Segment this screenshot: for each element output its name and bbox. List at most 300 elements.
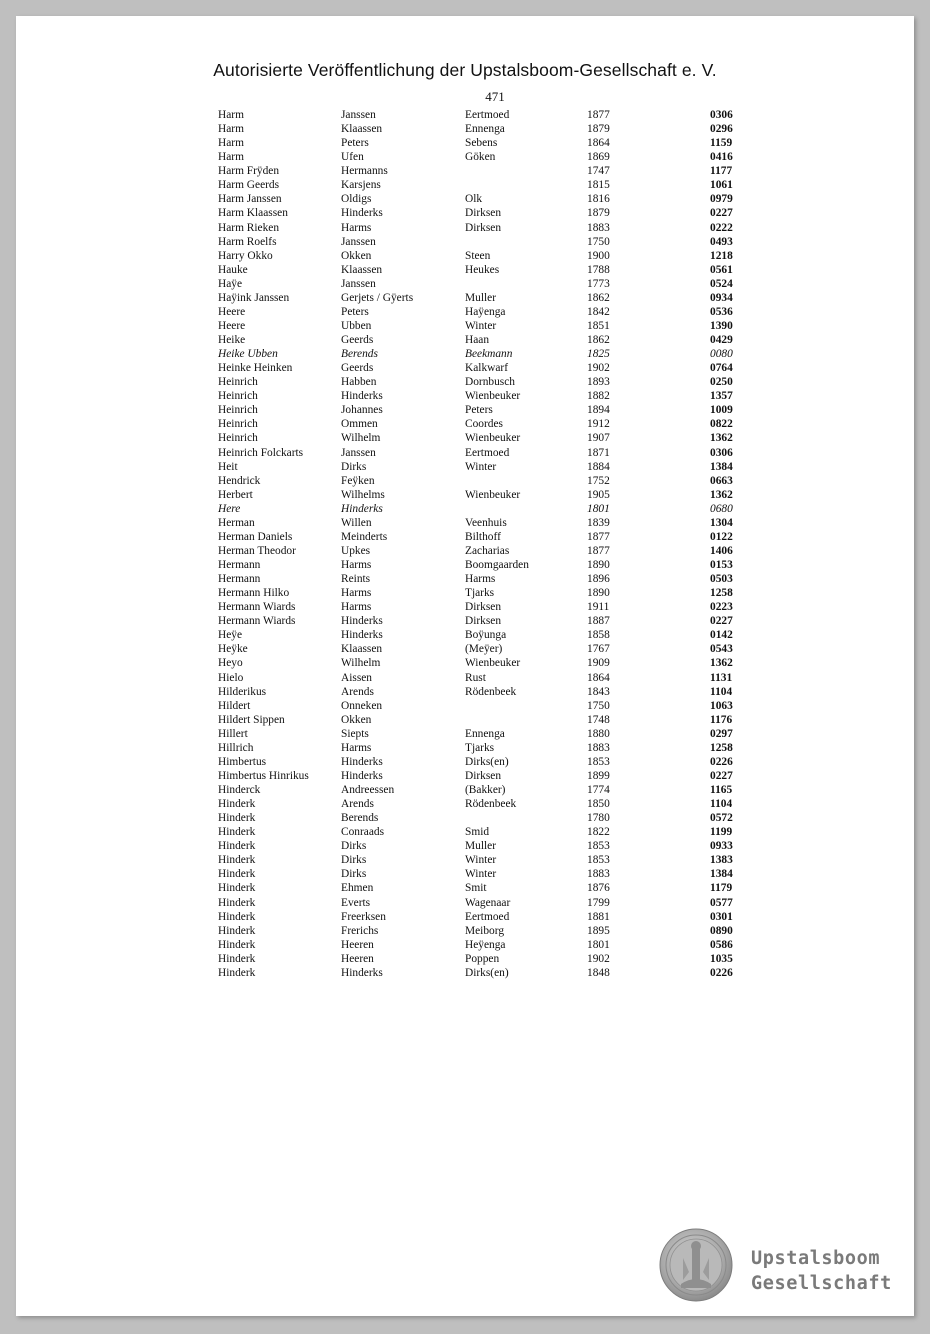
table-row bbox=[218, 108, 758, 122]
table-row bbox=[218, 277, 758, 291]
first-name-cell: Heere bbox=[218, 305, 246, 318]
reference-number-cell: 0250 bbox=[710, 376, 733, 389]
family-name-cell: Boomgaarden bbox=[465, 559, 529, 571]
reference-number-cell: 1131 bbox=[710, 671, 733, 684]
family-name-cell: Dirksen bbox=[465, 207, 502, 220]
family-name-cell: Göken bbox=[465, 151, 496, 164]
first-name-cell: Heinrich bbox=[218, 376, 258, 389]
reference-number-cell: 0493 bbox=[710, 235, 733, 248]
year-cell: 1788 bbox=[587, 263, 610, 276]
family-name-cell: Bilthoff bbox=[465, 530, 501, 543]
year-cell: 1894 bbox=[587, 404, 610, 417]
reference-number-cell: 1176 bbox=[710, 713, 733, 726]
reference-number-cell: 1362 bbox=[710, 432, 733, 445]
year-cell: 1877 bbox=[587, 544, 610, 557]
reference-number-cell: 1199 bbox=[710, 826, 733, 839]
last-name-cell: Janssen bbox=[341, 277, 376, 290]
first-name-cell: Hinderk bbox=[218, 868, 256, 881]
family-name-cell: Haÿenga bbox=[465, 305, 506, 318]
table-row bbox=[218, 572, 758, 586]
reference-number-cell: 0227 bbox=[710, 615, 733, 628]
reference-number-cell: 0503 bbox=[710, 573, 733, 586]
last-name-cell: Arends bbox=[341, 685, 374, 698]
year-cell: 1839 bbox=[587, 516, 610, 529]
table-row bbox=[218, 896, 758, 910]
year-cell: 1851 bbox=[587, 319, 610, 332]
table-row bbox=[218, 881, 758, 895]
page-header-title: Autorisierte Veröffentlichung der Upstalsboom-Gesellschaft e. V. bbox=[213, 60, 717, 80]
year-cell: 1848 bbox=[587, 966, 610, 979]
first-name-cell: Hildert bbox=[218, 699, 251, 712]
last-name-cell: Heeren bbox=[341, 952, 374, 965]
last-name-cell: Everts bbox=[341, 896, 371, 909]
first-name-cell: Heinke Heinken bbox=[218, 362, 293, 375]
last-name-cell: Klaassen bbox=[341, 263, 383, 276]
last-name-cell: Hinderks bbox=[341, 629, 383, 642]
reference-number-cell: 0227 bbox=[710, 769, 733, 782]
first-name-cell: Heÿe bbox=[218, 629, 243, 642]
last-name-cell: Harms bbox=[341, 559, 372, 571]
last-name-cell: Conraads bbox=[341, 826, 385, 839]
family-name-cell: Eertmoed bbox=[465, 109, 510, 121]
last-name-cell: Geerds bbox=[341, 334, 374, 346]
first-name-cell: Heere bbox=[218, 319, 246, 332]
year-cell: 1748 bbox=[587, 713, 610, 726]
year-cell: 1853 bbox=[587, 840, 610, 853]
last-name-cell: Wilhelm bbox=[341, 432, 381, 445]
reference-number-cell: 0226 bbox=[710, 966, 733, 979]
family-name-cell: Winter bbox=[465, 868, 497, 881]
reference-number-cell: 1063 bbox=[710, 699, 733, 712]
year-cell: 1882 bbox=[587, 390, 610, 403]
table-row bbox=[218, 628, 758, 642]
family-name-cell: Rödenbeek bbox=[465, 798, 517, 811]
last-name-cell: Harms bbox=[341, 741, 372, 754]
table-row bbox=[218, 516, 758, 530]
year-cell: 1862 bbox=[587, 334, 610, 346]
last-name-cell: Klaassen bbox=[341, 643, 383, 656]
last-name-cell: Hinderks bbox=[341, 966, 383, 979]
first-name-cell: Hinderk bbox=[218, 798, 256, 811]
last-name-cell: Hermanns bbox=[341, 165, 388, 178]
logo-line-1: Upstalsboom bbox=[751, 1248, 881, 1269]
first-name-cell: Hildert Sippen bbox=[218, 713, 285, 726]
family-name-cell: Winter bbox=[465, 854, 497, 867]
reference-number-cell: 0080 bbox=[710, 348, 733, 361]
family-name-cell: Muller bbox=[465, 840, 497, 853]
last-name-cell: Reints bbox=[341, 573, 371, 586]
first-name-cell: Hermann bbox=[218, 559, 261, 571]
table-row bbox=[218, 656, 758, 670]
reference-number-cell: 0297 bbox=[710, 727, 733, 740]
year-cell: 1890 bbox=[587, 587, 610, 600]
page-number: 471 bbox=[485, 89, 505, 104]
year-cell: 1899 bbox=[587, 769, 610, 782]
reference-number-cell: 1258 bbox=[710, 741, 733, 754]
last-name-cell: Ubben bbox=[341, 319, 372, 332]
first-name-cell: Herman bbox=[218, 516, 255, 529]
reference-number-cell: 0680 bbox=[710, 502, 733, 515]
family-name-cell: Veenhuis bbox=[465, 516, 507, 529]
logo-wordmark bbox=[751, 1246, 892, 1296]
name-register-table bbox=[218, 108, 758, 980]
table-row bbox=[218, 431, 758, 445]
last-name-cell: Aissen bbox=[341, 671, 373, 684]
first-name-cell: Hinderk bbox=[218, 882, 256, 895]
year-cell: 1890 bbox=[587, 559, 610, 571]
table-row bbox=[218, 291, 758, 305]
last-name-cell: Dirks bbox=[341, 460, 367, 473]
year-cell: 1879 bbox=[587, 123, 610, 136]
year-cell: 1876 bbox=[587, 882, 610, 895]
table-row bbox=[218, 811, 758, 825]
upstalsboom-logo bbox=[659, 1228, 909, 1308]
table-row bbox=[218, 825, 758, 839]
table-row bbox=[218, 727, 758, 741]
table-row bbox=[218, 783, 758, 797]
year-cell: 1869 bbox=[587, 151, 610, 164]
reference-number-cell: 1061 bbox=[710, 179, 733, 192]
table-row bbox=[218, 713, 758, 727]
first-name-cell: Haÿe bbox=[218, 277, 243, 290]
family-name-cell: Dirksen bbox=[465, 769, 502, 782]
table-row bbox=[218, 474, 758, 488]
year-cell: 1893 bbox=[587, 376, 610, 389]
year-cell: 1912 bbox=[587, 418, 610, 431]
year-cell: 1816 bbox=[587, 193, 610, 206]
family-name-cell: (Meÿer) bbox=[465, 643, 503, 656]
family-name-cell: Sebens bbox=[465, 137, 498, 150]
family-name-cell: Tjarks bbox=[465, 741, 495, 754]
first-name-cell: Hermann bbox=[218, 573, 261, 586]
table-row bbox=[218, 966, 758, 980]
year-cell: 1895 bbox=[587, 924, 610, 937]
last-name-cell: Harms bbox=[341, 221, 372, 234]
reference-number-cell: 1177 bbox=[710, 165, 733, 178]
family-name-cell: Heukes bbox=[465, 263, 500, 276]
first-name-cell: Himbertus Hinrikus bbox=[218, 769, 309, 782]
family-name-cell: Dornbusch bbox=[465, 376, 515, 389]
family-name-cell: Dirksen bbox=[465, 601, 502, 614]
family-name-cell: Heÿenga bbox=[465, 938, 506, 951]
reference-number-cell: 0222 bbox=[710, 221, 733, 234]
reference-number-cell: 1218 bbox=[710, 249, 733, 262]
year-cell: 1767 bbox=[587, 643, 610, 656]
table-row bbox=[218, 347, 758, 361]
first-name-cell: Heike Ubben bbox=[218, 348, 278, 361]
year-cell: 1887 bbox=[587, 615, 610, 628]
first-name-cell: Hillert bbox=[218, 727, 248, 740]
reference-number-cell: 0572 bbox=[710, 812, 733, 825]
first-name-cell: Harm Janssen bbox=[218, 193, 282, 206]
first-name-cell: Harm Klaassen bbox=[218, 207, 288, 220]
table-row bbox=[218, 164, 758, 178]
reference-number-cell: 0586 bbox=[710, 938, 733, 951]
last-name-cell: Arends bbox=[341, 798, 374, 811]
first-name-cell: Himbertus bbox=[218, 755, 267, 768]
year-cell: 1842 bbox=[587, 305, 610, 318]
year-cell: 1877 bbox=[587, 530, 610, 543]
table-row bbox=[218, 361, 758, 375]
last-name-cell: Geerds bbox=[341, 362, 374, 375]
family-name-cell: Wienbeuker bbox=[465, 488, 521, 501]
family-name-cell: Dirks(en) bbox=[465, 966, 509, 979]
family-name-cell: (Bakker) bbox=[465, 784, 506, 796]
table-row bbox=[218, 136, 758, 150]
first-name-cell: Herbert bbox=[218, 488, 253, 501]
first-name-cell: Hillrich bbox=[218, 741, 254, 754]
first-name-cell: Harm Roelfs bbox=[218, 235, 277, 248]
last-name-cell: Meinderts bbox=[341, 530, 388, 543]
table-row bbox=[218, 867, 758, 881]
last-name-cell: Frerichs bbox=[341, 924, 379, 937]
reference-number-cell: 0536 bbox=[710, 305, 733, 318]
reference-number-cell: 0764 bbox=[710, 362, 733, 375]
family-name-cell: Coordes bbox=[465, 418, 503, 431]
last-name-cell: Freerksen bbox=[341, 910, 386, 923]
year-cell: 1853 bbox=[587, 854, 610, 867]
reference-number-cell: 1357 bbox=[710, 390, 733, 403]
reference-number-cell: 1104 bbox=[710, 685, 733, 698]
year-cell: 1825 bbox=[587, 348, 610, 361]
table-row bbox=[218, 839, 758, 853]
table-row bbox=[218, 853, 758, 867]
year-cell: 1850 bbox=[587, 798, 610, 811]
first-name-cell: Hinderk bbox=[218, 826, 256, 839]
family-name-cell: Winter bbox=[465, 319, 497, 332]
last-name-cell: Gerjets / Gÿerts bbox=[341, 291, 414, 304]
family-name-cell: Haan bbox=[465, 334, 490, 346]
reference-number-cell: 0933 bbox=[710, 840, 733, 853]
first-name-cell: Hinderk bbox=[218, 840, 256, 853]
reference-number-cell: 1159 bbox=[710, 137, 733, 150]
table-row bbox=[218, 600, 758, 614]
reference-number-cell: 0306 bbox=[710, 446, 733, 459]
year-cell: 1909 bbox=[587, 657, 610, 670]
last-name-cell: Hinderks bbox=[341, 390, 383, 403]
first-name-cell: Hinderk bbox=[218, 952, 256, 965]
family-name-cell: Zacharias bbox=[465, 544, 510, 557]
first-name-cell: Harm bbox=[218, 123, 244, 136]
last-name-cell: Johannes bbox=[341, 404, 383, 417]
first-name-cell: Hermann Wiards bbox=[218, 615, 296, 628]
table-row bbox=[218, 671, 758, 685]
last-name-cell: Hinderks bbox=[341, 769, 383, 782]
year-cell: 1879 bbox=[587, 207, 610, 220]
reference-number-cell: 1384 bbox=[710, 460, 733, 473]
reference-number-cell: 1384 bbox=[710, 868, 733, 881]
last-name-cell: Janssen bbox=[341, 109, 376, 121]
first-name-cell: Hermann Wiards bbox=[218, 601, 296, 614]
first-name-cell: Haÿink Janssen bbox=[218, 291, 290, 304]
table-row bbox=[218, 249, 758, 263]
table-row bbox=[218, 319, 758, 333]
reference-number-cell: 0416 bbox=[710, 151, 733, 164]
last-name-cell: Berends bbox=[341, 812, 379, 825]
first-name-cell: Hinderk bbox=[218, 854, 256, 867]
last-name-cell: Harms bbox=[341, 587, 372, 600]
first-name-cell: Harm Geerds bbox=[218, 179, 280, 192]
table-row bbox=[218, 938, 758, 952]
family-name-cell: Rust bbox=[465, 671, 486, 684]
family-name-cell: Boÿunga bbox=[465, 629, 507, 642]
table-row bbox=[218, 460, 758, 474]
reference-number-cell: 1383 bbox=[710, 854, 733, 867]
first-name-cell: Hinderk bbox=[218, 924, 256, 937]
reference-number-cell: 0543 bbox=[710, 643, 733, 656]
reference-number-cell: 0561 bbox=[710, 263, 733, 276]
reference-number-cell: 1104 bbox=[710, 798, 733, 811]
last-name-cell: Peters bbox=[341, 305, 369, 318]
family-name-cell: Steen bbox=[465, 249, 491, 262]
table-row bbox=[218, 178, 758, 192]
last-name-cell: Hinderks bbox=[341, 615, 383, 628]
table-row bbox=[218, 614, 758, 628]
year-cell: 1880 bbox=[587, 727, 610, 740]
first-name-cell: Herman Daniels bbox=[218, 530, 293, 543]
year-cell: 1799 bbox=[587, 896, 610, 909]
year-cell: 1902 bbox=[587, 362, 610, 375]
first-name-cell: Harm Rieken bbox=[218, 221, 280, 234]
reference-number-cell: 1258 bbox=[710, 587, 733, 600]
family-name-cell: Eertmoed bbox=[465, 910, 510, 923]
last-name-cell: Ufen bbox=[341, 151, 364, 164]
first-name-cell: Heinrich bbox=[218, 418, 258, 431]
year-cell: 1750 bbox=[587, 235, 610, 248]
family-name-cell: Wienbeuker bbox=[465, 657, 521, 670]
table-row bbox=[218, 150, 758, 164]
table-row bbox=[218, 544, 758, 558]
last-name-cell: Heeren bbox=[341, 938, 374, 951]
year-cell: 1801 bbox=[587, 502, 610, 515]
reference-number-cell: 1362 bbox=[710, 488, 733, 501]
year-cell: 1905 bbox=[587, 488, 610, 501]
reference-number-cell: 0577 bbox=[710, 896, 733, 909]
table-row bbox=[218, 389, 758, 403]
family-name-cell: Peters bbox=[465, 404, 493, 417]
last-name-cell: Hinderks bbox=[341, 755, 383, 768]
year-cell: 1780 bbox=[587, 812, 610, 825]
year-cell: 1750 bbox=[587, 699, 610, 712]
year-cell: 1902 bbox=[587, 952, 610, 965]
last-name-cell: Karsjens bbox=[341, 179, 381, 192]
year-cell: 1822 bbox=[587, 826, 610, 839]
table-row bbox=[218, 558, 758, 572]
table-row bbox=[218, 952, 758, 966]
year-cell: 1815 bbox=[587, 179, 610, 192]
table-row bbox=[218, 263, 758, 277]
family-name-cell: Winter bbox=[465, 460, 497, 473]
table-row bbox=[218, 375, 758, 389]
first-name-cell: Harry Okko bbox=[218, 249, 273, 262]
last-name-cell: Hinderks bbox=[341, 207, 383, 220]
table-row bbox=[218, 797, 758, 811]
family-name-cell: Meiborg bbox=[465, 924, 505, 937]
year-cell: 1877 bbox=[587, 109, 610, 121]
first-name-cell: Here bbox=[218, 502, 241, 515]
first-name-cell: Heike bbox=[218, 334, 246, 346]
table-row bbox=[218, 221, 758, 235]
table-row bbox=[218, 924, 758, 938]
reference-number-cell: 0524 bbox=[710, 277, 733, 290]
year-cell: 1862 bbox=[587, 291, 610, 304]
family-name-cell: Muller bbox=[465, 291, 497, 304]
first-name-cell: Hinderk bbox=[218, 896, 256, 909]
reference-number-cell: 1035 bbox=[710, 952, 733, 965]
last-name-cell: Ommen bbox=[341, 418, 378, 431]
table-row bbox=[218, 488, 758, 502]
logo-line-2: Gesellschaft bbox=[751, 1273, 892, 1294]
reference-number-cell: 1009 bbox=[710, 404, 733, 417]
year-cell: 1801 bbox=[587, 938, 610, 951]
reference-number-cell: 0142 bbox=[710, 629, 733, 642]
reference-number-cell: 0153 bbox=[710, 559, 733, 571]
reference-number-cell: 1406 bbox=[710, 544, 733, 557]
last-name-cell: Andreessen bbox=[341, 784, 395, 796]
year-cell: 1752 bbox=[587, 474, 610, 487]
first-name-cell: Heinrich bbox=[218, 390, 258, 403]
last-name-cell: Willen bbox=[341, 516, 372, 529]
first-name-cell: Harm bbox=[218, 151, 244, 164]
reference-number-cell: 0227 bbox=[710, 207, 733, 220]
first-name-cell: Heit bbox=[218, 460, 238, 473]
year-cell: 1871 bbox=[587, 446, 610, 459]
family-name-cell: Tjarks bbox=[465, 587, 495, 600]
first-name-cell: Heyo bbox=[218, 657, 243, 670]
last-name-cell: Onneken bbox=[341, 699, 383, 712]
year-cell: 1773 bbox=[587, 277, 610, 290]
table-row bbox=[218, 910, 758, 924]
family-name-cell: Olk bbox=[465, 193, 483, 206]
year-cell: 1883 bbox=[587, 221, 610, 234]
year-cell: 1864 bbox=[587, 671, 610, 684]
family-name-cell: Dirksen bbox=[465, 221, 502, 234]
last-name-cell: Dirks bbox=[341, 868, 367, 881]
year-cell: 1911 bbox=[587, 601, 610, 614]
first-name-cell: Harm bbox=[218, 137, 244, 150]
first-name-cell: Hinderk bbox=[218, 966, 256, 979]
first-name-cell: Hendrick bbox=[218, 474, 261, 487]
table-row bbox=[218, 192, 758, 206]
table-row bbox=[218, 642, 758, 656]
last-name-cell: Harms bbox=[341, 601, 372, 614]
year-cell: 1843 bbox=[587, 685, 610, 698]
last-name-cell: Klaassen bbox=[341, 123, 383, 136]
first-name-cell: Hauke bbox=[218, 263, 248, 276]
reference-number-cell: 1304 bbox=[710, 516, 733, 529]
reference-number-cell: 0934 bbox=[710, 291, 733, 304]
table-row bbox=[218, 235, 758, 249]
year-cell: 1864 bbox=[587, 137, 610, 150]
reference-number-cell: 1390 bbox=[710, 319, 733, 332]
last-name-cell: Ehmen bbox=[341, 882, 374, 895]
first-name-cell: Heinrich Folckarts bbox=[218, 446, 304, 459]
family-name-cell: Smit bbox=[465, 882, 487, 895]
family-name-cell: Ennenga bbox=[465, 727, 505, 740]
reference-number-cell: 0822 bbox=[710, 418, 733, 431]
first-name-cell: Hinderk bbox=[218, 812, 256, 825]
table-row bbox=[218, 305, 758, 319]
last-name-cell: Peters bbox=[341, 137, 369, 150]
family-name-cell: Smid bbox=[465, 826, 490, 839]
reference-number-cell: 0306 bbox=[710, 109, 733, 121]
table-row bbox=[218, 502, 758, 516]
table-row bbox=[218, 446, 758, 460]
table-row bbox=[218, 417, 758, 431]
year-cell: 1774 bbox=[587, 784, 610, 796]
first-name-cell: Heinrich bbox=[218, 404, 258, 417]
table-row bbox=[218, 333, 758, 347]
